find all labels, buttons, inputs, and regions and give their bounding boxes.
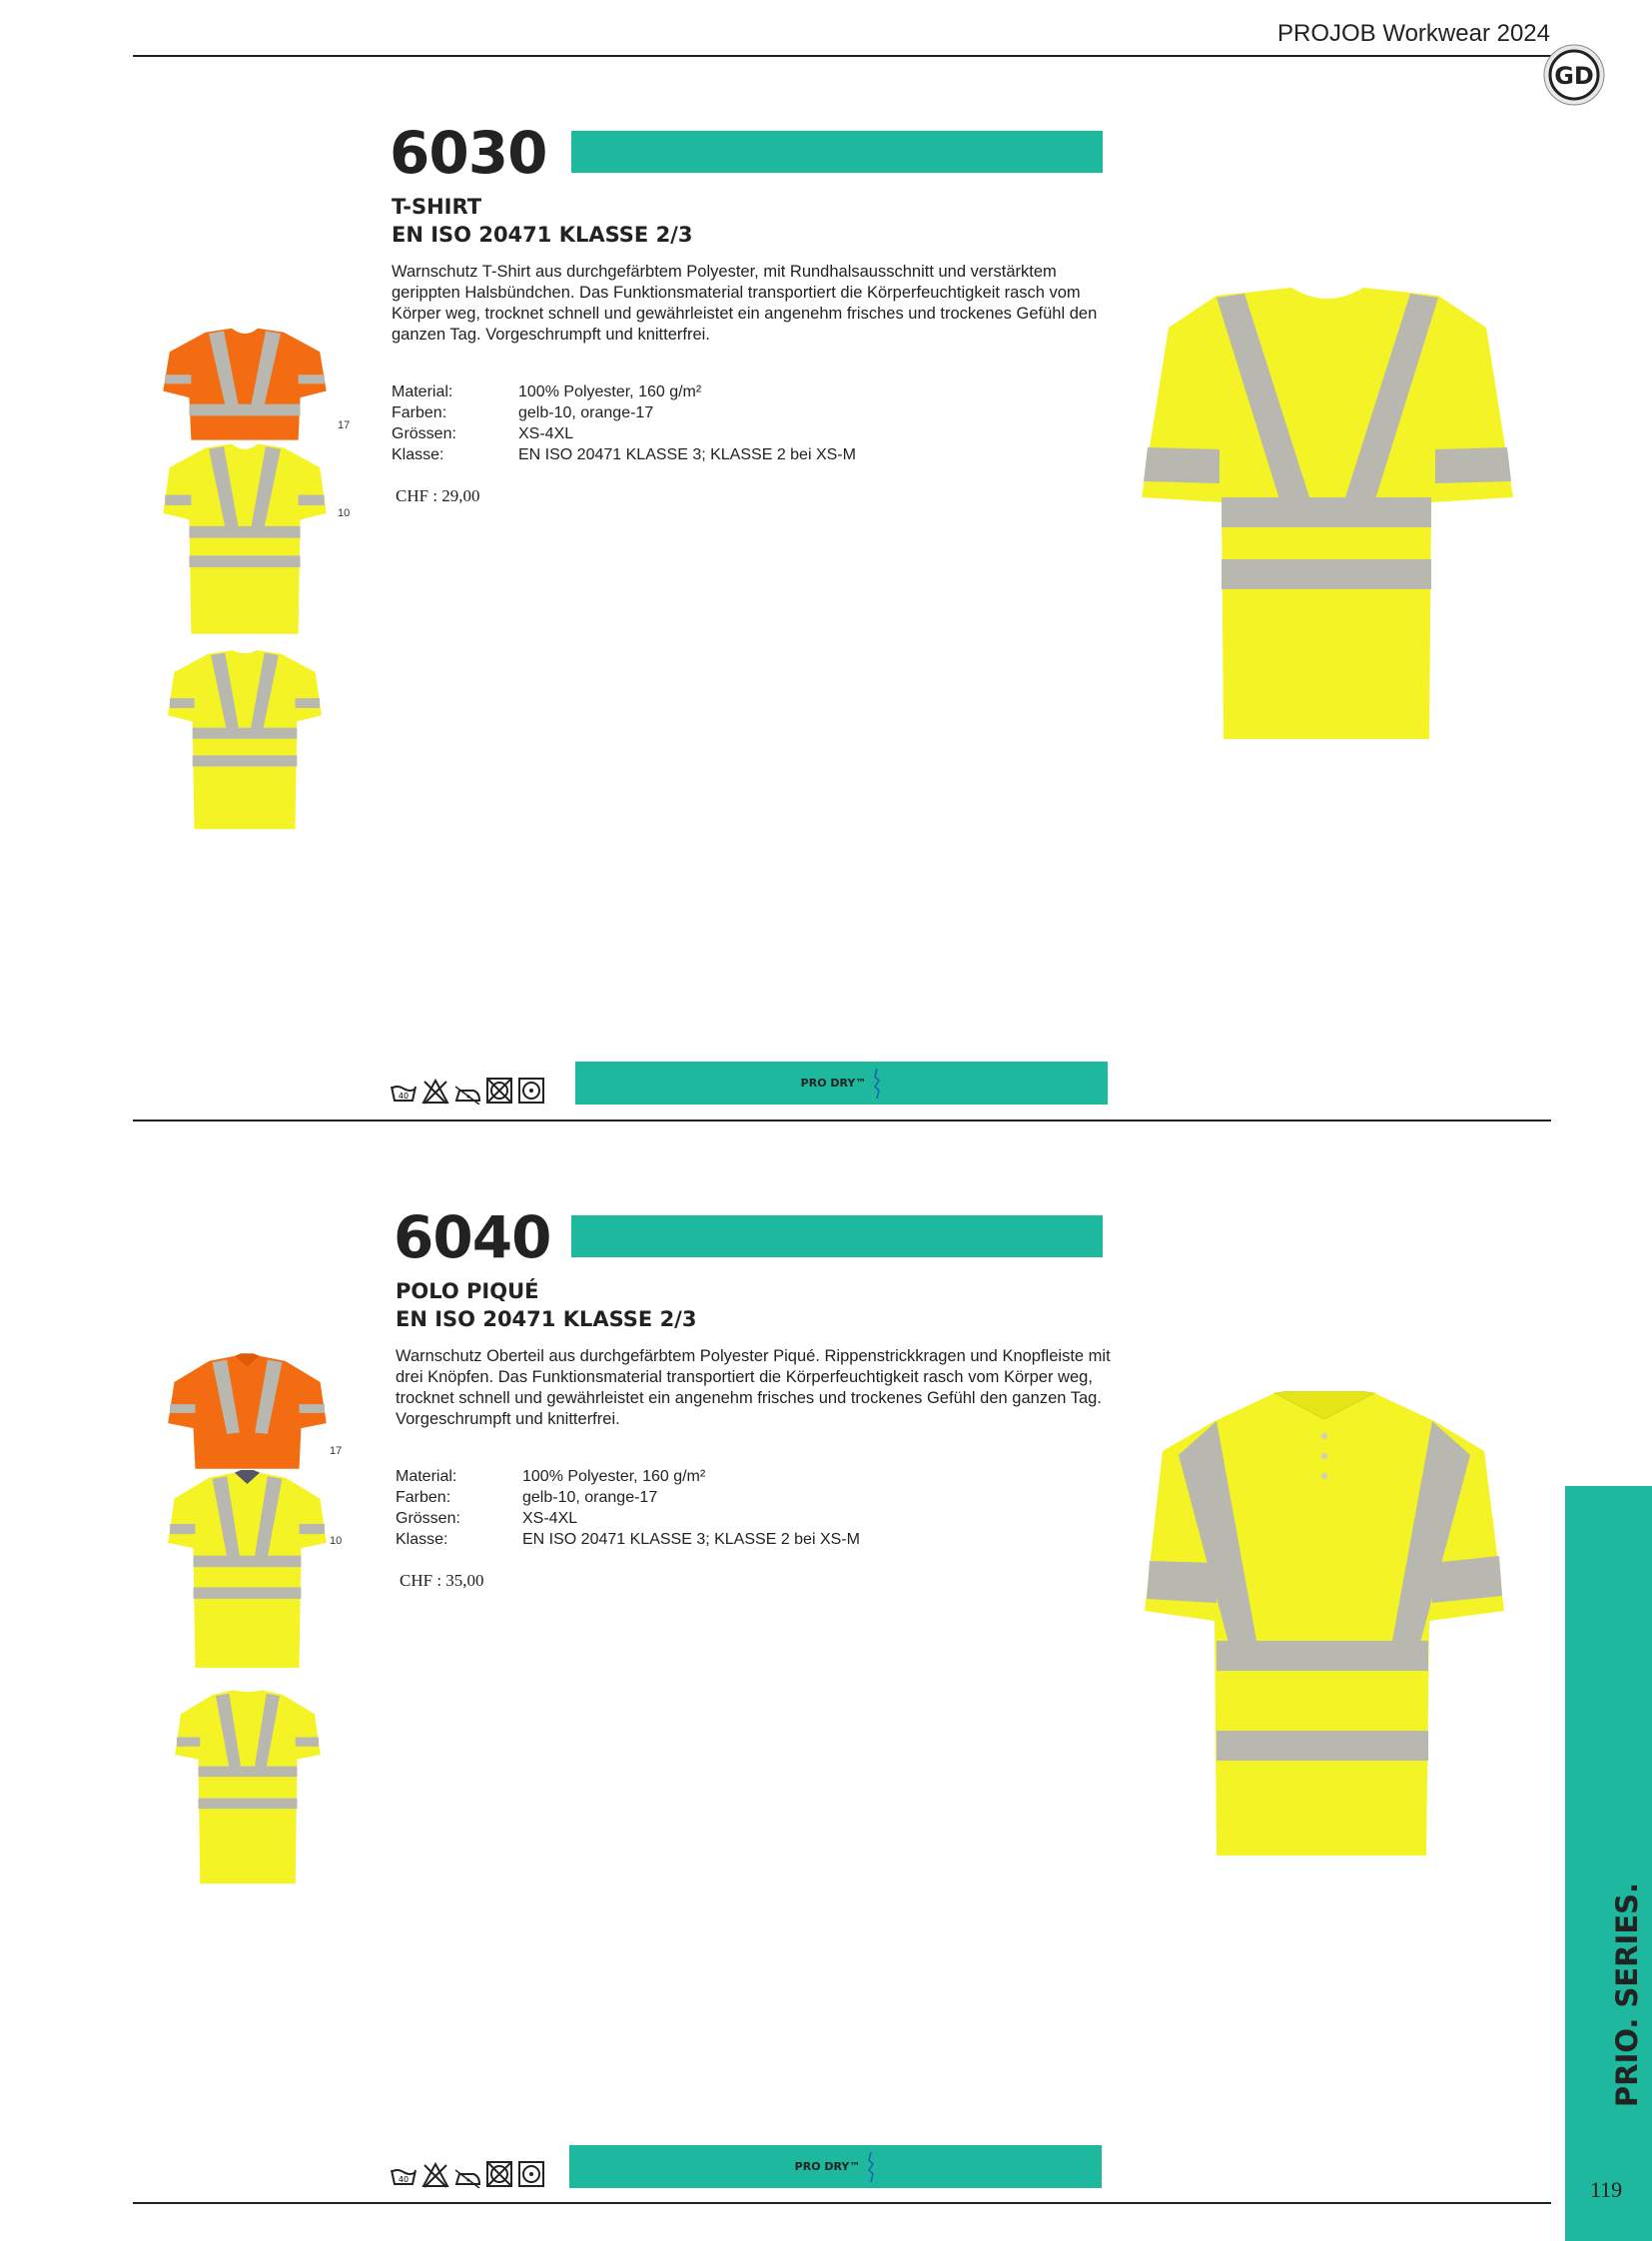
- spec-label: Grössen:: [396, 1510, 460, 1527]
- product-number: 6040: [394, 1203, 551, 1271]
- no-bleach-icon: [421, 2162, 449, 2188]
- pro-dry-badge: [569, 2145, 1102, 2188]
- spec-value: EN ISO 20471 KLASSE 3; KLASSE 2 bei XS-M: [518, 446, 856, 463]
- wash-40-icon: [390, 2164, 417, 2188]
- iron-low-icon: [453, 2166, 481, 2188]
- color-code-orange: 17: [330, 1445, 343, 1457]
- spec-row-sizes: [392, 423, 856, 444]
- tshirt-yellow-back-thumbnail: [165, 644, 325, 836]
- spec-label: Grössen:: [392, 425, 456, 442]
- spec-value: XS-4XL: [518, 425, 574, 442]
- iron-low-icon: [453, 1083, 481, 1105]
- product-accent-bar: [571, 131, 1103, 173]
- color-code-yellow: 10: [338, 507, 351, 519]
- tshirt-orange-thumbnail: [160, 325, 330, 444]
- pro-dry-badge: [575, 1062, 1108, 1105]
- product-price: CHF : 29,00: [396, 486, 480, 505]
- pro-dry-label: PRO DRY™: [800, 1077, 867, 1090]
- dry-clean-icon: [517, 2160, 545, 2188]
- care-symbols: [390, 2160, 545, 2188]
- pro-dry-zigzag-icon: [866, 2152, 876, 2182]
- spec-value: gelb-10, orange-17: [522, 1489, 658, 1506]
- pro-dry-zigzag-icon: [872, 1069, 882, 1099]
- product-accent-bar: [571, 1215, 1103, 1257]
- color-code-orange: 17: [338, 419, 351, 431]
- spec-value: gelb-10, orange-17: [518, 404, 654, 421]
- spec-row-class: [396, 1529, 860, 1550]
- spec-value: XS-4XL: [522, 1510, 578, 1527]
- no-bleach-icon: [421, 1079, 449, 1105]
- polo-yellow-thumbnail: [165, 1470, 330, 1670]
- svg-text:40: 40: [398, 2175, 410, 2184]
- polo-orange-thumbnail: [165, 1353, 330, 1471]
- product-title-line1: T-SHIRT: [392, 195, 482, 219]
- polo-yellow-back-thumbnail: [172, 1688, 324, 1885]
- spec-row-colors: [396, 1487, 860, 1508]
- spec-value: 100% Polyester, 160 g/m²: [522, 1468, 706, 1485]
- spec-label: Material:: [396, 1468, 457, 1485]
- spec-row-material: [396, 1466, 860, 1487]
- section-divider: [133, 1120, 1551, 1121]
- svg-text:GD: GD: [1554, 62, 1594, 90]
- spec-label: Farben:: [392, 404, 447, 421]
- product-description: Warnschutz T-Shirt aus durchgefärbtem Polyester, mit Rundhalsausschnitt und verstärktem gerippten Halsbündchen. Das Funktionsmaterial transportiert die Körperfeuchtigkeit rasch vom Körper weg, trocknet schnell und gewährleistet ein angenehm frisches und trockenes Gefühl den ganzen Tag. Vorgeschrumpft und knitterfrei.: [392, 263, 1098, 344]
- dry-clean-icon: [517, 1077, 545, 1105]
- series-label: PRIO. SERIES.: [1610, 1881, 1644, 2107]
- spec-value: 100% Polyester, 160 g/m²: [518, 383, 702, 400]
- catalog-header-title: PROJOB Workwear 2024: [1277, 20, 1550, 47]
- tshirt-yellow-main-image: [1142, 288, 1513, 742]
- spec-label: Farben:: [396, 1489, 451, 1506]
- polo-yellow-main-image: [1145, 1391, 1504, 1859]
- product-specs: [392, 381, 856, 465]
- no-tumble-dry-icon: [485, 1077, 513, 1105]
- spec-row-material: [392, 381, 856, 402]
- page-number: 119: [1590, 2177, 1623, 2202]
- color-code-yellow: 10: [330, 1535, 343, 1547]
- header-rule: [133, 55, 1551, 57]
- product-description: Warnschutz Oberteil aus durchgefärbtem Polyester Piqué. Rippenstrickkragen und Knopfleiste mit drei Knöpfen. Das Funktionsmaterial transportiert die Körperfeuchtigkeit rasch vom Körper weg, trocknet schnell und gewährleistet ein angenehm frisches und trockenes Gefühl den ganzen Tag. Vorgeschrumpft und knitterfrei.: [396, 1347, 1111, 1428]
- wash-40-icon: [390, 1081, 417, 1105]
- spec-label: Klasse:: [396, 1531, 448, 1548]
- product-specs: [396, 1466, 860, 1550]
- spec-value: EN ISO 20471 KLASSE 3; KLASSE 2 bei XS-M: [522, 1531, 860, 1548]
- product-title: [392, 193, 692, 249]
- product-title-line2: EN ISO 20471 KLASSE 2/3: [396, 1307, 697, 1331]
- product-title: [396, 1277, 696, 1333]
- care-symbols: [390, 1077, 545, 1105]
- spec-row-class: [392, 444, 856, 465]
- tshirt-yellow-thumbnail: [160, 439, 330, 639]
- svg-text:40: 40: [398, 1092, 410, 1101]
- spec-row-colors: [392, 402, 856, 423]
- spec-label: Material:: [392, 383, 453, 400]
- gd-logo-icon: [1543, 44, 1605, 106]
- spec-row-sizes: [396, 1508, 860, 1529]
- no-tumble-dry-icon: [485, 2160, 513, 2188]
- pro-dry-label: PRO DRY™: [794, 2160, 861, 2173]
- product-title-line2: EN ISO 20471 KLASSE 2/3: [392, 223, 693, 247]
- series-side-tab: [1565, 1486, 1652, 2241]
- product-title-line1: POLO PIQUÉ: [396, 1279, 539, 1303]
- product-price: CHF : 35,00: [400, 1571, 484, 1590]
- footer-rule: [133, 2202, 1551, 2204]
- product-number: 6030: [390, 119, 547, 187]
- spec-label: Klasse:: [392, 446, 444, 463]
